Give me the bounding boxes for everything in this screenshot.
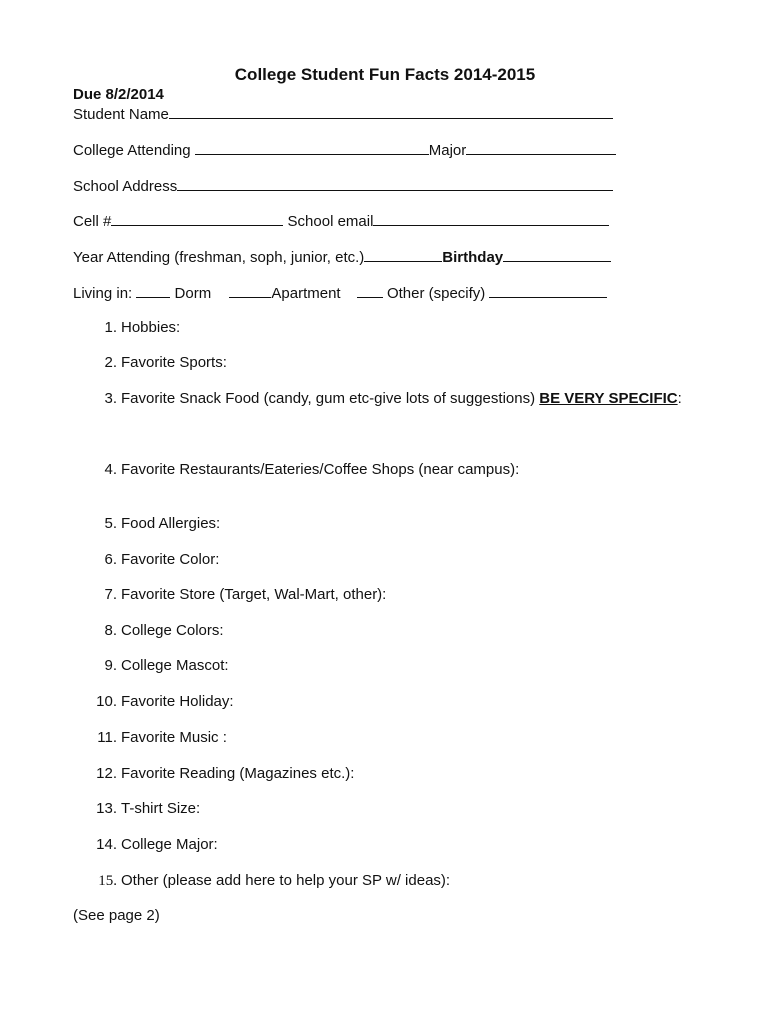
question-5: 5. Food Allergies:	[104, 515, 221, 532]
year-attending-label: Year Attending (freshman, soph, junior, etc.)	[73, 249, 365, 266]
college-row	[73, 140, 616, 160]
other-specify-label: Other (specify)	[386, 285, 486, 302]
college-attending-label: College Attending	[73, 142, 191, 159]
question-10: 10. Favorite Holiday:	[96, 693, 234, 710]
question-8: 8. College Colors:	[104, 622, 224, 639]
question-4: 4. Favorite Restaurants/Eateries/Coffee Shops (near campus):	[104, 461, 520, 478]
school-email-field[interactable]	[373, 211, 609, 226]
living-row	[73, 283, 607, 303]
year-attending-field[interactable]	[364, 247, 442, 262]
school-address-field[interactable]	[177, 176, 613, 191]
college-attending-field[interactable]	[195, 140, 429, 155]
birthday-field[interactable]	[503, 247, 611, 262]
year-row	[73, 247, 611, 267]
question-2: 2. Favorite Sports:	[104, 354, 227, 371]
school-address-label: School Address	[73, 178, 178, 195]
cell-label: Cell #	[73, 213, 112, 230]
apartment-checkbox-line[interactable]	[229, 283, 271, 298]
question-1: 1. Hobbies:	[104, 319, 181, 336]
major-field[interactable]	[466, 140, 616, 155]
birthday-label: Birthday	[442, 249, 504, 266]
due-date: Due 8/2/2014	[73, 86, 164, 103]
living-in-label: Living in:	[73, 285, 133, 302]
student-name-label: Student Name	[73, 106, 169, 123]
other-specify-field[interactable]	[489, 283, 607, 298]
question-14: 14. College Major:	[96, 836, 218, 853]
apartment-label: Apartment	[271, 285, 341, 302]
question-11: 11. Favorite Music :	[97, 729, 227, 746]
see-page-2-note: (See page 2)	[73, 907, 160, 924]
major-label: Major	[428, 142, 467, 159]
school-email-label: School email	[287, 213, 374, 230]
contact-row	[73, 211, 609, 231]
question-7: 7. Favorite Store (Target, Wal-Mart, other):	[104, 586, 387, 603]
student-name-field[interactable]	[169, 104, 613, 119]
school-address-row	[73, 176, 613, 196]
other-checkbox-line[interactable]	[357, 283, 383, 298]
question-13: 13. T-shirt Size:	[96, 800, 201, 817]
question-15: 15. Other (please add here to help your SP w/ ideas):	[98, 872, 451, 889]
dorm-label: Dorm	[174, 285, 212, 302]
page-title: College Student Fun Facts 2014-2015	[234, 65, 536, 84]
student-name-row	[73, 104, 613, 124]
question-3: 3. Favorite Snack Food (candy, gum etc-give lots of suggestions) BE VERY SPECIFIC:	[104, 390, 682, 407]
dorm-checkbox-line[interactable]	[136, 283, 170, 298]
question-9: 9. College Mascot:	[104, 657, 229, 674]
question-6: 6. Favorite Color:	[104, 551, 220, 568]
cell-field[interactable]	[111, 211, 283, 226]
be-very-specific: BE VERY SPECIFIC	[539, 390, 678, 407]
question-12: 12. Favorite Reading (Magazines etc.):	[96, 765, 355, 782]
